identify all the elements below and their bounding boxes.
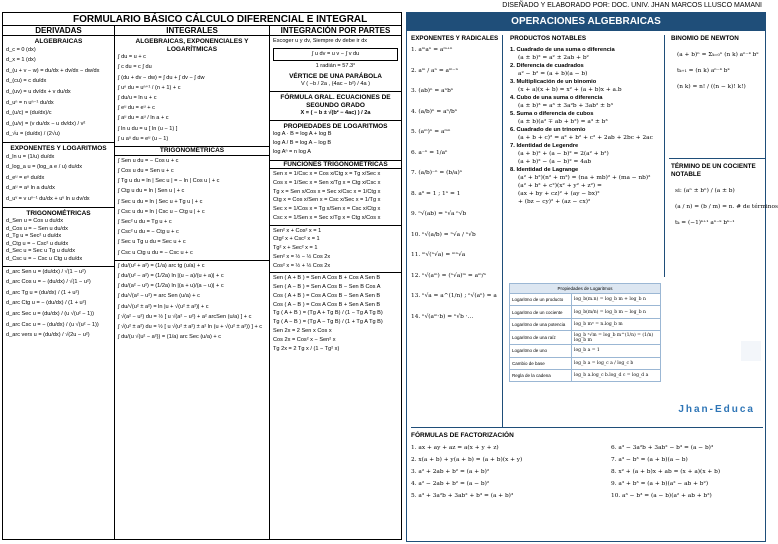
- formula-line: ∫ √(a² − u²) du = ½ [ u √(a² − u²) + a² arcSen (u/a) ] + c: [118, 313, 252, 320]
- product-title: 2. Diferencia de cuadrados: [510, 63, 584, 69]
- formula-line: 4. (a/b)ⁿ = aⁿ/bⁿ: [411, 108, 458, 115]
- formula-line: log Aⁿ = n log A: [273, 148, 311, 155]
- misc-formulas-column: [270, 26, 401, 539]
- log-table-heading: Propiedades de Logaritmos: [510, 284, 661, 294]
- brand-logo-text: Jhan-Educa: [678, 404, 755, 415]
- integrals-heading: INTEGRALES: [115, 26, 269, 36]
- formula-line: d_arc Csc u = − (du/dx) / (u √(u² − 1)): [6, 321, 99, 328]
- formula-line: 7. a³ − b³ = (a + b)(a − b): [611, 457, 688, 463]
- formula-line: d_(u/c) = (du/dx)/c: [6, 110, 52, 117]
- formula-line: Tg 2x = 2 Tg x / (1 − Tg² x): [273, 345, 340, 352]
- quadratic-heading: FÓRMULA GRAL. ECUACIONES DE SEGUNDO GRADO: [280, 93, 391, 109]
- formula-line: Sec x = 1/Cos x = Tg x/Sen x = Csc x/Ctg x: [273, 206, 381, 213]
- formula-line: Sen² x = ½ − ½ Cos 2x: [273, 253, 331, 260]
- formula-line: Sen x = 1/Csc x = Cos x/Ctg x = Tg x/Sec x: [273, 171, 381, 178]
- product-formula: (a ± b)(a² ∓ ab + b²) = a³ ± b³: [518, 119, 608, 125]
- formula-line: ∫ eᵘ du = eᵘ + c: [118, 105, 155, 112]
- product-formula: (a ± b)² = a² ± 2ab + b²: [518, 55, 589, 61]
- formula-line: (a / n) = (b / m) = n. # de términos: [675, 204, 778, 210]
- log-property-formula: log_b ⁿ√m = log_b m^(1/n) = (1/n) log_b m: [572, 331, 661, 345]
- formula-line: 3. a² + 2ab + b² = (a + b)²: [411, 469, 490, 475]
- formula-line: ∫ c du = c ∫ du: [118, 64, 152, 71]
- formula-line: ∫ Sec u Tg u du = Sec u + c: [118, 239, 186, 246]
- formula-line: ∫ Cos u du = Sen u + c: [118, 168, 174, 175]
- formula-line: ∫ Csc² u du = − Ctg u + c: [118, 229, 179, 236]
- inverse-trig-derivatives-list: [6, 269, 111, 340]
- formula-line: ∫ du = u + c: [118, 54, 146, 61]
- log-table-row: [510, 331, 661, 345]
- newton-binomial-list: [671, 51, 765, 91]
- formula-line: Sen 2x = 2 Sen x Cos x: [273, 328, 332, 334]
- watermark-placeholder: [741, 341, 761, 361]
- formula-line: d_(u + v − w) = du/dx + dv/dx − dw/dx: [6, 67, 100, 74]
- notable-quotient-heading: TÉRMINO DE UN COCIENTE NOTABLE: [671, 163, 756, 178]
- log-property-name: Logaritmo de una raíz: [510, 331, 572, 345]
- log-table-row: [510, 294, 661, 306]
- formula-line: d_arc Sen u = (du/dx) / √(1 − u²): [6, 268, 86, 275]
- formula-line: 13. ⁿ√a = a^(1/n) ; ⁿ√(aⁿ) = a: [411, 293, 497, 299]
- product-title: 7. Identidad de Legendre: [510, 143, 579, 149]
- formula-line: Sen ( A + B ) = Sen A Cos B + Cos A Sen B: [273, 275, 381, 282]
- formula-line: d_Sec u = Sec u Tg u du/dx: [6, 248, 76, 255]
- formula-line: 5. (aᵐ)ⁿ = aᵐⁿ: [411, 129, 451, 135]
- product-formula: + (bz − cy)² + (az − cx)²: [518, 199, 591, 205]
- trig-integrals-heading: TRIGONOMÉTRICAS: [115, 146, 269, 156]
- newton-binomial-heading: BINOMIO DE NEWTON: [671, 35, 739, 42]
- factorization-list: [411, 445, 763, 499]
- exponents-list: [411, 46, 502, 321]
- trig-derivatives-heading: TRIGONOMÉTRICAS: [26, 209, 91, 217]
- notable-quotient-section: [669, 163, 778, 277]
- factorization-heading: FÓRMULAS DE FACTORIZACIÓN: [411, 432, 514, 439]
- product-title: 5. Suma o diferencia de cubos: [510, 111, 594, 117]
- formula-line: ∫ Sen u du = − Cos u + c: [118, 157, 179, 164]
- algebra-sheet-title: OPERACIONES ALGEBRAICAS: [407, 13, 765, 31]
- formula-line: ∫ Csc u du = ln | Csc u − Ctg u | + c: [118, 208, 205, 215]
- formula-line: ∫ (du + dv − dw) = ∫ du + ∫ dv − ∫ dw: [118, 74, 205, 81]
- derivatives-heading: DERIVADAS: [3, 26, 114, 36]
- formula-line: Tg² x + Sec² x = 1: [273, 245, 318, 252]
- formula-line: ∫ Sec² u du = Tg u + c: [118, 219, 172, 225]
- log-table-row: [510, 306, 661, 318]
- product-formula: (a² + b² + c²)(x² + y² + z²) =: [518, 183, 602, 189]
- formula-line: 5. a³ + 3a²b + 3ab² + b³ = (a + b)³: [411, 493, 514, 499]
- log-property-formula: log_b mⁿ = n.log_b m: [572, 318, 661, 330]
- formula-line: (n k) = n! / ((n − k)! k!): [677, 84, 746, 90]
- formula-line: 7. (a/b)⁻ⁿ = (b/a)ⁿ: [411, 170, 463, 176]
- formula-line: Csc x = 1/Sen x = Sec x/Tg x = Ctg x/Cos x: [273, 215, 381, 221]
- exponents-radicals-section: [411, 35, 503, 427]
- algebraic-integrals-list: [118, 54, 266, 143]
- formula-line: 9. ⁿ√(ab) = ⁿ√a ⁿ√b: [411, 211, 467, 217]
- product-formula: (a + b + c)² = a² + b² + c² + 2ab + 2bc + 2ac: [518, 135, 653, 141]
- formula-line: 3. (ab)ⁿ = aⁿbⁿ: [411, 88, 454, 94]
- formula-line: ∫ du/u = ln u + c: [118, 94, 157, 101]
- formula-line: 8. x² + (a + b)x + ab = (x + a)(x + b): [611, 469, 721, 475]
- author-credit: DISEÑADO Y ELABORADO POR: DOC. UNIV. JHAN MARCOS LLUSCO MAMANI: [502, 2, 762, 9]
- calculus-formula-sheet: [2, 12, 402, 540]
- algebra-formula-sheet: [406, 12, 778, 542]
- exp-log-derivatives-list: [6, 154, 111, 204]
- algebraic-integrals-heading: ALGEBRAICAS, EXPONENCIALES Y LOGARÍTMICAS: [135, 38, 249, 53]
- formula-line: ∫ ln u du = u [ ln (u − 1) ]: [118, 125, 178, 132]
- calculus-sheet-title: FORMULARIO BÁSICO CÁLCULO DIFERENCIAL E INTEGRAL: [3, 13, 401, 26]
- log-property-name: Logaritmo de un cociente: [510, 306, 572, 318]
- product-formula: a² − b² = (a + b)(a − b): [518, 71, 588, 77]
- formula-line: 11. ᵐ√(ⁿ√a) = ᵐⁿ√a: [411, 252, 466, 258]
- formula-line: ∫ Tg u du = ln | Sec u | = − ln | Cos u | + c: [118, 178, 220, 185]
- formula-line: 10. ⁿ√(a/b) = ⁿ√a / ⁿ√b: [411, 231, 476, 238]
- formula-line: d_Cos u = − Sen u du/dx: [6, 225, 68, 232]
- formula-line: 4. a² − 2ab + b² = (a − b)²: [411, 481, 490, 487]
- formula-line: (a + b)ⁿ = Σₖ₌₀ⁿ (n k) aⁿ⁻ᵏ bᵏ: [677, 52, 759, 58]
- algebraic-derivatives-list: [6, 47, 111, 139]
- formula-line: Cos ( A − B ) = Cos A Cos B + Sen A Sen B: [273, 301, 381, 308]
- exponents-heading: EXPONENTES Y RADICALES: [411, 35, 499, 42]
- parts-note: Escoger u y dv, Siempre dv debe ir dx: [273, 38, 368, 44]
- formula-line: ∫ du/√(a² − u²) = arc Sen (u/a) + c: [118, 293, 200, 300]
- log-property-formula: log_b(m/n) = log_b m − log_b n: [572, 306, 661, 318]
- formula-line: d_arc Sec u = (du/dx) / (u √(u² − 1)): [6, 311, 94, 318]
- log-table-row: [510, 369, 661, 381]
- product-title: 8. Identidad de Lagrange: [510, 167, 579, 173]
- formula-line: tₖ = (−1)ᵏ⁺¹ aⁿ⁻ᵏ bᵏ⁻¹: [675, 220, 735, 226]
- formula-line: ∫ Csc u Ctg u du = − Csc u + c: [118, 249, 193, 256]
- formula-line: d_ln u = (1/u) du/dx: [6, 153, 55, 160]
- formula-line: 12. ⁿ√(aᵐ) = (ⁿ√a)ᵐ = aᵐ/ⁿ: [411, 272, 487, 279]
- formula-line: d_(cu) = c du/dx: [6, 78, 47, 85]
- trig-derivatives-list: [6, 218, 111, 264]
- formula-line: 8. a⁰ = 1 ; 1ⁿ = 1: [411, 190, 461, 197]
- log-property-name: Logaritmo de una potencia: [510, 318, 572, 330]
- trig-functions-list: [273, 171, 398, 223]
- formula-line: Ctg x = Cos x/Sen x = Csc x/Sec x = 1/Tg x: [273, 197, 381, 204]
- formula-line: ∫ uⁿ du = uⁿ⁺¹ / (n + 1) + c: [118, 84, 181, 91]
- formula-line: 2. x(a + b) + y(a + b) = (a + b)(x + y): [411, 457, 523, 463]
- exp-log-derivatives-heading: EXPONENTES Y LOGARITMOS: [10, 144, 107, 152]
- notable-products-section: [507, 35, 665, 277]
- product-title: 4. Cubo de una suma o diferencia: [510, 95, 603, 101]
- product-formula: (a² + b²)(n² + m²) = (na + mb)² + (ma − nb)²: [518, 175, 651, 181]
- log-properties-heading: PROPIEDADES DE LOGARITMOS: [283, 122, 388, 130]
- product-title: 6. Cuadrado de un trinomio: [510, 127, 586, 133]
- formula-line: d_aᵘ = aᵘ ln a du/dx: [6, 185, 55, 192]
- formula-line: d_arc Ctg u = − (du/dx) / (1 + u²): [6, 300, 87, 307]
- algebraic-derivatives-heading: ALGEBRAICAS: [34, 38, 83, 45]
- sum-formulas-list: [273, 275, 398, 353]
- formula-line: d_log_a u = (log_a e / u) du/dx: [6, 164, 83, 171]
- formula-line: 10. a³ − b³ = (a − b)(a² + ab + b²): [611, 493, 712, 499]
- log-table-row: [510, 318, 661, 330]
- formula-line: Cos x = 1/Sec x = Sen x/Tg x = Ctg x/Csc x: [273, 179, 381, 186]
- log-property-name: Logaritmo de un producto: [510, 294, 572, 306]
- formula-line: d_√u = (du/dx) / (2√u): [6, 131, 60, 138]
- formula-line: d_eᵘ = eᵘ du/dx: [6, 174, 45, 181]
- product-title: 3. Multiplicación de un binomio: [510, 79, 597, 85]
- formula-line: Ctg² x + Csc² x = 1: [273, 236, 320, 243]
- formula-line: d_Tg u = Sec² u du/dx: [6, 233, 62, 240]
- factorization-section: [411, 427, 763, 539]
- formula-line: ∫ Ctg u du = ln | Sen u | + c: [118, 188, 185, 195]
- formula-line: d_arc vers u = (du/dx) / √(2u − u²): [6, 332, 90, 339]
- formula-line: ∫ du/(u √(u² − a²)) = (1/a) arc Sec (u/a) + c: [118, 334, 221, 341]
- formula-line: 1. ax + ay + az = a(x + y + z): [411, 445, 499, 451]
- inverse-trig-integrals-list: [118, 263, 266, 342]
- derivatives-column: [3, 26, 115, 539]
- formula-line: tₖ₊₁ = (n k) aⁿ⁻ᵏ bᵏ: [677, 68, 730, 74]
- formula-line: 6. a³ − 3a²b + 3ab² − b³ = (a − b)³: [611, 445, 714, 451]
- trig-integrals-list: [118, 158, 266, 257]
- formula-line: Tg ( A + B ) = (Tg A + Tg B) / (1 − Tg A Tg B): [273, 310, 383, 317]
- notable-products-list: [510, 46, 664, 206]
- formula-line: ∫ √(u² ± a²) du = ½ [ u √(u² ± a²) ± a² ln (u + √(u² ± a²)) ] + c: [118, 323, 263, 330]
- product-formula: (a + b)² + (a − b)² = 2(a² + b²): [518, 151, 609, 157]
- integration-by-parts-heading: INTEGRACIÓN POR PARTES: [270, 26, 401, 36]
- formula-line: ∫ Sec u du = ln | Sec u + Tg u | + c: [118, 198, 203, 205]
- product-formula: (a ± b)³ = a³ ± 3a²b + 3ab² ± b³: [518, 103, 613, 109]
- formula-line: d_arc Tg u = (du/dx) / (1 + u²): [6, 289, 80, 296]
- formula-line: si: (aⁿ ± bⁿ) / (a ± b): [675, 188, 735, 194]
- formula-line: ∫ u aᵘ du = eᵘ (u − 1): [118, 135, 169, 142]
- formula-line: ∫ aᵘ du = aᵘ / ln a + c: [118, 115, 169, 122]
- trig-functions-heading: FUNCIONES TRIGONOMÉTRICAS: [270, 160, 401, 170]
- formula-line: Tg ( A − B ) = (Tg A − Tg B) / (1 + Tg A Tg B): [273, 319, 383, 326]
- vertex-formula: V ( −b / 2a , (4ac − b²) / 4a ): [300, 81, 371, 88]
- brand-area: [669, 281, 765, 421]
- log-property-name: Cambio de base: [510, 357, 572, 369]
- formula-line: d_(u/v) = (v du/dx − u dv/dx) / v²: [6, 120, 86, 127]
- formula-line: d_arc Cos u = − (du/dx) / √(1 − u²): [6, 279, 91, 286]
- formula-line: Sen ( A − B ) = Sen A Cos B − Sen B Cos A: [273, 284, 381, 291]
- log-property-formula: log_b a.log_c b.log_d c = log_d a: [572, 369, 661, 381]
- log-table-row: [510, 345, 661, 357]
- log-property-formula: log_b a = log_c a / log_c b: [572, 357, 661, 369]
- integrals-column: [115, 26, 270, 539]
- formula-line: log A · B = log A + log B: [273, 131, 332, 138]
- formula-line: d_c = 0 (dx): [6, 46, 36, 53]
- log-property-formula: log_b a = 1: [572, 345, 661, 357]
- formula-line: 1. aᵐaⁿ = aᵐ⁺ⁿ: [411, 47, 453, 53]
- formula-line: log A / B = log A − log B: [273, 140, 332, 147]
- formula-line: d_uⁿ = n uⁿ⁻¹ du/dx: [6, 99, 54, 106]
- formula-line: d_x = 1 (dx): [6, 57, 36, 64]
- formula-line: 14. ⁿ√(aᵐ·b) = ⁿ√b ·…: [411, 313, 474, 320]
- formula-line: ∫ du/√(u² ± a²) = ln |u + √(u² ± a²)| + c: [118, 303, 209, 310]
- log-property-name: Regla de la cadena: [510, 369, 572, 381]
- formula-line: Tg x = Sen x/Cos x = Sec x/Csc x = 1/Ctg x: [273, 188, 381, 195]
- formula-line: Cos² x = ½ + ½ Cos 2x: [273, 262, 331, 269]
- formula-line: 6. a⁻ⁿ = 1/aⁿ: [411, 149, 448, 156]
- radian-value: 1 radián = 57.3°: [315, 63, 356, 70]
- log-property-name: Logaritmo de uno: [510, 345, 572, 357]
- product-title: 1. Cuadrado de una suma o diferencia: [510, 47, 615, 53]
- formula-line: d_Ctg u = − Csc² u du/dx: [6, 240, 69, 247]
- log-properties-list: [273, 131, 398, 156]
- formula-line: d_Sen u = Cos u du/dx: [6, 218, 64, 225]
- notable-quotient-list: [671, 187, 778, 227]
- formula-line: d_uᵛ = v uᵛ⁻¹ du/dx + uᵛ ln u dv/dx: [6, 195, 90, 202]
- quadratic-formula: X = ( − b ± √(b² − 4ac) ) / 2a: [300, 110, 371, 117]
- notable-products-heading: PRODUCTOS NOTABLES: [510, 35, 587, 42]
- formula-line: Sen² x + Cos² x = 1: [273, 227, 322, 234]
- formula-line: ∫ du/(u² + a²) = (1/a) arc tg (u/a) + c: [118, 262, 205, 269]
- vertex-heading: VÉRTICE DE UNA PARÁBOLA: [289, 72, 382, 80]
- parts-formula: ∫ u dv = u v − ∫ v du: [273, 48, 398, 62]
- formula-line: 2. aᵐ / aⁿ = aᵐ⁻ⁿ: [411, 67, 459, 74]
- trig-identities-list: [273, 228, 398, 271]
- formula-line: ∫ du/(a² − u²) = (1/2a) ln |(a + u)/(a − u)| + c: [118, 283, 224, 290]
- formula-line: 9. a³ + b³ = (a + b)(a² − ab + b²): [611, 481, 709, 487]
- newton-binomial-section: [669, 35, 765, 159]
- product-formula: (a + b)² − (a − b)² = 4ab: [518, 159, 592, 165]
- log-properties-table: [509, 283, 661, 382]
- product-formula: (x + a)(x + b) = x² + (a + b)x + a.b: [518, 87, 622, 93]
- formula-line: d_Csc u = − Csc u Ctg u du/dx: [6, 256, 83, 263]
- formula-line: d_(uv) = u dv/dx + v du/dx: [6, 88, 71, 95]
- formula-line: Cos ( A + B ) = Cos A Cos B − Sen A Sen B: [273, 292, 381, 299]
- product-formula: (ax + by + cz)² + (ay − bx)²: [518, 191, 600, 197]
- log-table-row: [510, 357, 661, 369]
- formula-line: ∫ du/(u² − a²) = (1/2a) ln |(u − a)/(u + a)| + c: [118, 272, 224, 279]
- log-property-formula: log_b(m.n) = log_b m + log_b n: [572, 294, 661, 306]
- formula-line: Cos 2x = Cos² x − Sen² x: [273, 336, 336, 343]
